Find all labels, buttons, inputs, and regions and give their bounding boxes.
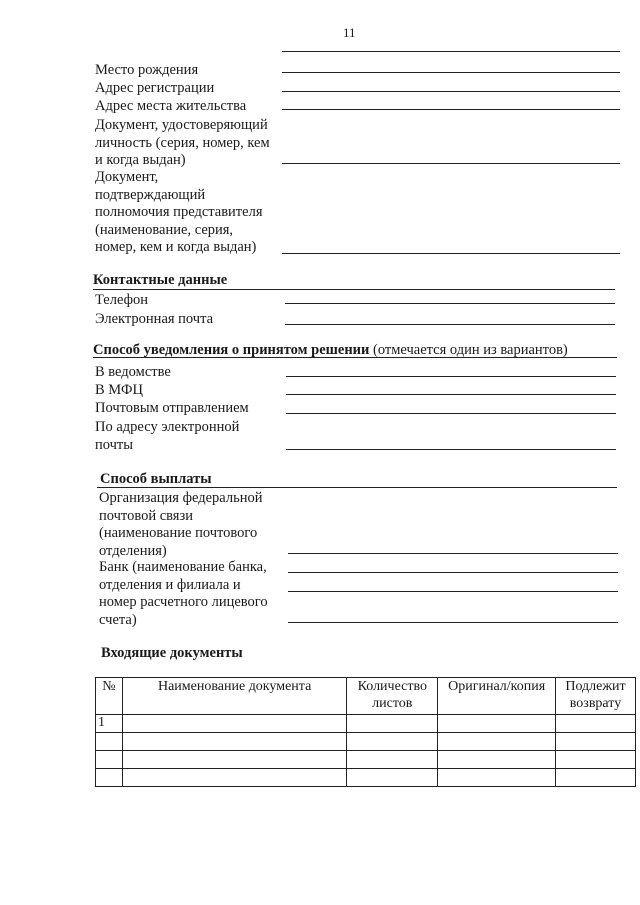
table-cell[interactable] (438, 751, 556, 769)
blank-line (282, 51, 620, 52)
residence-address-label: Адрес места жительства (95, 98, 247, 114)
table-cell[interactable]: 1 (96, 715, 123, 733)
registration-address-field[interactable] (282, 91, 620, 92)
payment-bank-label: Банк (наименование банка, отделения и филиала и номер расчетного лицевого счета) (99, 559, 268, 628)
table-cell[interactable] (96, 769, 123, 787)
col-number-header: № (96, 678, 123, 715)
table-cell[interactable] (556, 733, 636, 751)
notify-by-post-label: Почтовым отправлением (95, 400, 249, 416)
notification-heading: Способ уведомления о принятом решении (отмечается один из вариантов) (93, 342, 568, 358)
contacts-heading: Контактные данные (93, 272, 228, 288)
incoming-documents-table (95, 677, 636, 787)
table-cell[interactable] (438, 769, 556, 787)
col-quantity-header: Количество листов (347, 678, 438, 715)
section-rule (93, 357, 617, 358)
section-rule (97, 487, 617, 488)
table-cell[interactable] (438, 733, 556, 751)
table-cell[interactable] (347, 751, 438, 769)
table-cell[interactable] (122, 769, 346, 787)
id-document-field[interactable] (282, 163, 620, 164)
registration-address-label: Адрес регистрации (95, 80, 215, 96)
table-row (96, 751, 636, 769)
table-row (96, 715, 636, 733)
representative-document-label: Документ, подтверждающий полномочия представителя (наименование, серия, номер, кем и когда выдан) (95, 169, 263, 255)
payment-bank-field-3[interactable] (288, 622, 618, 623)
table-cell[interactable] (122, 751, 346, 769)
table-cell[interactable] (96, 733, 123, 751)
table-cell[interactable] (438, 715, 556, 733)
col-return-header: Подлежит возврату (556, 678, 636, 715)
payment-bank-field-2[interactable] (288, 591, 618, 592)
notify-by-email-field[interactable] (286, 449, 616, 450)
payment-post-field[interactable] (288, 553, 618, 554)
table-cell[interactable] (347, 715, 438, 733)
id-document-label: Документ, удостоверяющий личность (серия, номер, кем и когда выдан) (95, 117, 270, 168)
phone-label: Телефон (95, 292, 148, 308)
email-field[interactable] (285, 324, 615, 325)
payment-post-label: Организация федеральной почтовой связи (наименование почтового отделения) (99, 490, 263, 559)
section-rule (93, 289, 615, 290)
payment-heading: Способ выплаты (100, 471, 212, 487)
payment-bank-field-1[interactable] (288, 572, 618, 573)
notify-in-agency-field[interactable] (286, 376, 616, 377)
table-cell[interactable] (122, 715, 346, 733)
table-cell[interactable] (556, 751, 636, 769)
table-cell[interactable] (96, 751, 123, 769)
page-number: 11 (343, 25, 356, 40)
col-original-copy-header: Оригинал/копия (438, 678, 556, 715)
phone-field[interactable] (285, 303, 615, 304)
notify-in-mfc-label: В МФЦ (95, 382, 143, 398)
table-cell[interactable] (347, 733, 438, 751)
notify-in-agency-label: В ведомстве (95, 364, 171, 380)
table-row (96, 733, 636, 751)
table-header-row (96, 678, 636, 715)
table-row (96, 769, 636, 787)
residence-address-field[interactable] (282, 109, 620, 110)
col-name-header: Наименование документа (122, 678, 346, 715)
notify-by-email-label: По адресу электронной почты (95, 419, 240, 453)
table-cell[interactable] (556, 769, 636, 787)
representative-document-field[interactable] (282, 253, 620, 254)
email-label: Электронная почта (95, 311, 214, 327)
notify-in-mfc-field[interactable] (286, 394, 616, 395)
notify-by-post-field[interactable] (286, 413, 616, 414)
incoming-heading: Входящие документы (101, 645, 243, 661)
table-cell[interactable] (556, 715, 636, 733)
table-cell[interactable] (347, 769, 438, 787)
birthplace-field[interactable] (282, 72, 620, 73)
birthplace-label: Место рождения (95, 62, 199, 78)
table-cell[interactable] (122, 733, 346, 751)
